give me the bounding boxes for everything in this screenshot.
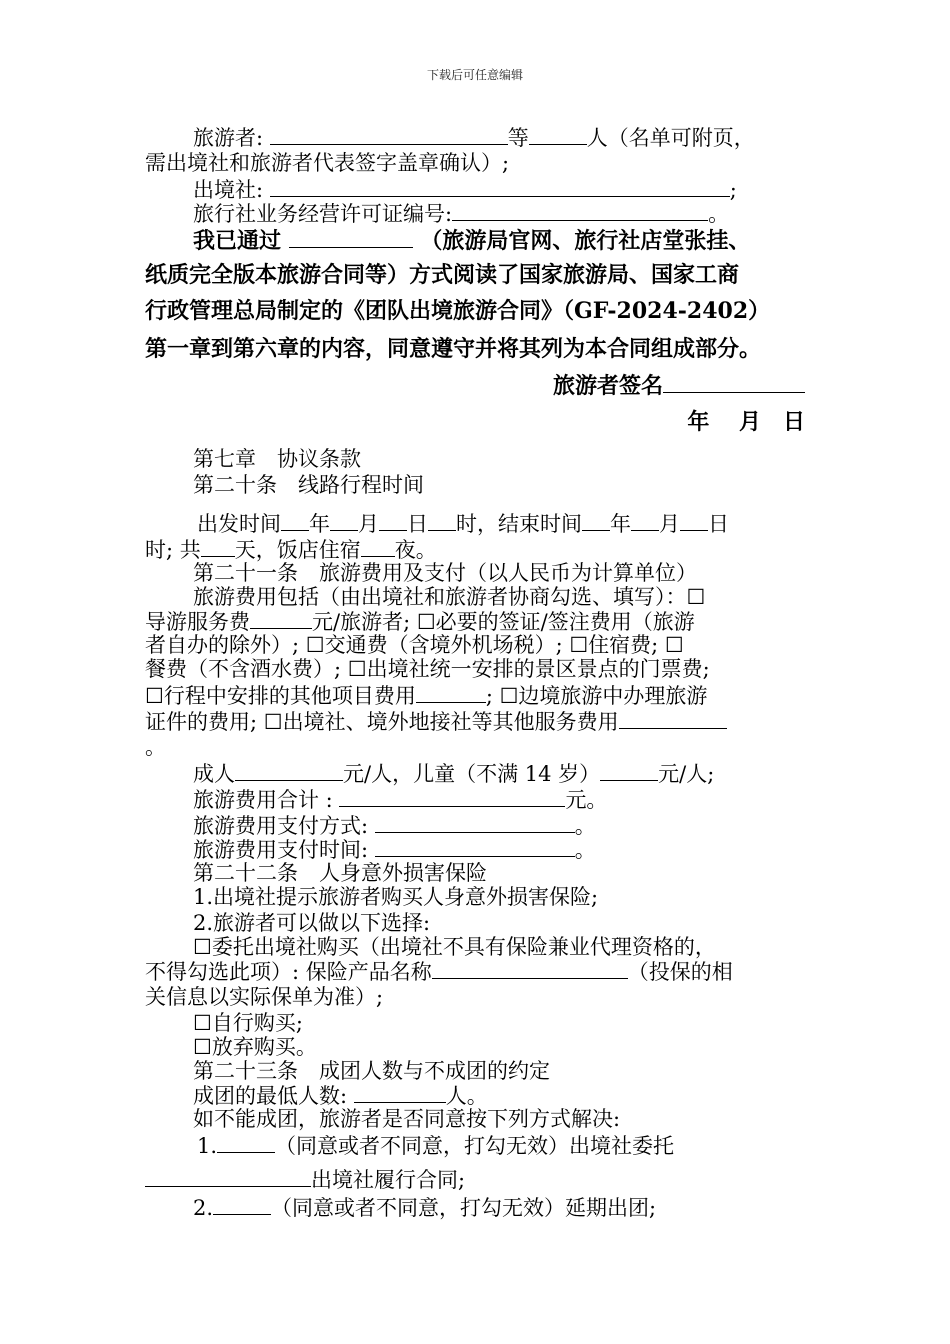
- schedule-line: 时; 共 天，饭店住宿 夜。: [145, 538, 437, 562]
- traveler-blank[interactable]: [270, 124, 508, 145]
- total-line: 旅游费用合计 : 元。: [193, 788, 608, 812]
- price-line: 成人 元/人，儿童（不满 14 岁） 元/人;: [193, 762, 715, 786]
- statement-line: 行政管理总局制定的《团队出境旅游合同》（GF-2024-2402）: [145, 298, 771, 324]
- fee-line: 旅游费用包括（由出境社和旅游者协商勾选、填写）：☐: [193, 585, 706, 609]
- insurance-line: 关信息以实际保单为准）;: [145, 985, 384, 1009]
- statement-line: 纸质完全版本旅游合同等）方式阅读了国家旅游局、国家工商: [145, 262, 740, 288]
- agency-blank[interactable]: [270, 176, 730, 197]
- statement-line: 我已通过 （旅游局官网、旅行社店堂张挂、: [193, 228, 751, 254]
- min-group-blank[interactable]: [354, 1082, 446, 1103]
- blank[interactable]: [330, 510, 358, 531]
- blank[interactable]: [201, 536, 235, 557]
- signature-line: 旅游者签名: [145, 372, 805, 399]
- schedule-line: 出发时间 年 月 日 时，结束时间 年 月 日: [197, 512, 729, 536]
- insurance-line: ☐委托出境社购买（出境社不具有保险兼业代理资格的，: [193, 935, 716, 959]
- header-note: 下载后可任意编辑: [426, 68, 523, 82]
- article-heading: 第二十三条 成团人数与不成团的约定: [193, 1059, 550, 1083]
- fee-line: 。: [145, 735, 166, 759]
- option-line: 出境社履行合同;: [145, 1166, 805, 1193]
- insurance-line: 不得勾选此项）: 保险产品名称 （投保的相: [145, 960, 733, 984]
- child-price-blank[interactable]: [600, 760, 658, 781]
- blank[interactable]: [213, 1194, 271, 1215]
- signature-blank[interactable]: [663, 372, 805, 393]
- blank[interactable]: [250, 608, 312, 629]
- blank[interactable]: [361, 536, 395, 557]
- blank[interactable]: [428, 510, 456, 531]
- fee-line: ☐行程中安排的其他项目费用 ; ☐边境旅游中办理旅游: [145, 684, 708, 708]
- agency-line: 出境社: ;: [193, 178, 737, 202]
- article-heading: 第二十一条 旅游费用及支付（以人民币为计算单位）: [193, 561, 697, 585]
- blank[interactable]: [281, 510, 309, 531]
- payment-time-blank[interactable]: [375, 836, 575, 857]
- blank[interactable]: [379, 510, 407, 531]
- option-line: 1. （同意或者不同意，打勾无效）出境社委托: [197, 1134, 675, 1158]
- total-blank[interactable]: [339, 786, 565, 807]
- insurance-option[interactable]: ☐放弃购买。: [193, 1035, 317, 1059]
- traveler-line: 旅游者: 等 人（名单可附页，: [193, 126, 755, 150]
- blank[interactable]: [217, 1132, 275, 1153]
- traveler-count-blank[interactable]: [529, 124, 587, 145]
- license-line: 旅行社业务经营许可证编号: 。: [193, 202, 730, 226]
- payment-method-line: 旅游费用支付方式: 。: [193, 814, 596, 838]
- payment-method-blank[interactable]: [375, 812, 575, 833]
- text-line: 需出境社和旅游者代表签字盖章确认）;: [145, 151, 510, 175]
- insurance-product-blank[interactable]: [432, 958, 628, 979]
- blank[interactable]: [582, 510, 610, 531]
- blank[interactable]: [416, 682, 486, 703]
- article-heading: 第二十条 线路行程时间: [193, 473, 424, 497]
- fee-line: 证件的费用; ☐出境社、境外地接社等其他服务费用: [145, 708, 805, 735]
- payment-time-line: 旅游费用支付时间: 。: [193, 838, 596, 862]
- insurance-line: 1.出境社提示旅游者购买人身意外损害保险;: [193, 885, 599, 909]
- blank[interactable]: [680, 510, 708, 531]
- min-group-line: 成团的最低人数: 人。: [193, 1084, 488, 1108]
- statement-line: 第一章到第六章的内容，同意遵守并将其列为本合同组成部分。: [145, 336, 762, 362]
- adult-price-blank[interactable]: [235, 760, 343, 781]
- group-line: 如不能成团，旅游者是否同意按下列方式解决:: [193, 1107, 621, 1131]
- blank[interactable]: [145, 1166, 311, 1187]
- fee-line: 导游服务费 元/旅游者; ☐必要的签证/签注费用（旅游: [145, 610, 695, 634]
- channel-blank[interactable]: [289, 227, 413, 248]
- fee-line: 者自办的除外）; ☐交通费（含境外机场税）; ☐住宿费; ☐: [145, 633, 684, 657]
- blank[interactable]: [619, 708, 727, 729]
- insurance-line: 2.旅游者可以做以下选择:: [193, 911, 431, 935]
- option-line: 2. （同意或者不同意，打勾无效）延期出团;: [193, 1196, 657, 1220]
- license-blank[interactable]: [452, 200, 708, 221]
- blank[interactable]: [631, 510, 659, 531]
- date-line: 年 月 日: [687, 409, 805, 435]
- insurance-option[interactable]: ☐自行购买;: [193, 1011, 303, 1035]
- article-heading: 第二十二条 人身意外损害保险: [193, 861, 487, 885]
- chapter-heading: 第七章 协议条款: [193, 447, 361, 471]
- fee-line: 餐费（不含酒水费）; ☐出境社统一安排的景区景点的门票费;: [145, 657, 710, 681]
